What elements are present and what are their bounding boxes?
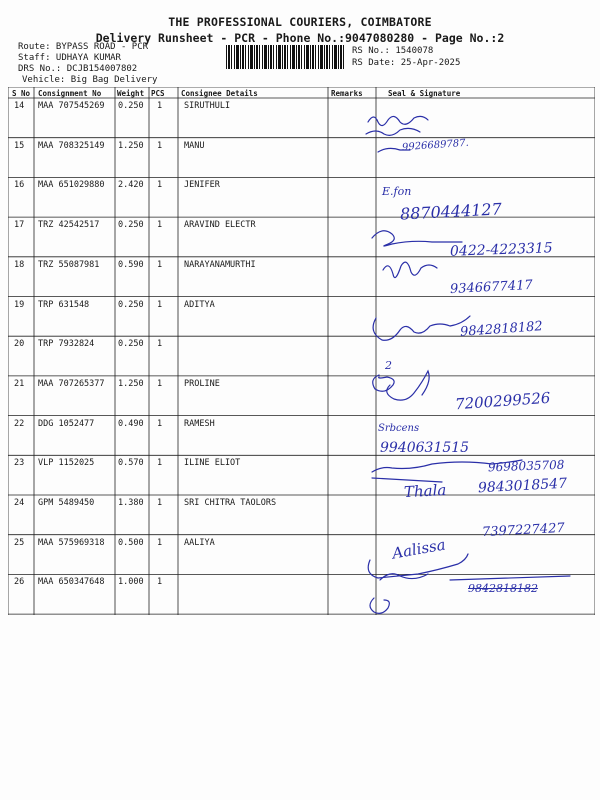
sno-cell: 15 [14, 140, 25, 151]
sno-cell: 20 [14, 339, 25, 350]
col-header-seal: Seal & Signature [388, 89, 461, 98]
handwritten-phone-25: 7397227427 [481, 520, 566, 541]
weight-cell: 1.000 [118, 577, 144, 588]
consignment-cell: MAA 707545269 [38, 101, 105, 111]
handwritten-note-16: E.fon [382, 185, 412, 198]
col-header-consignment: Consignment No [38, 89, 102, 98]
rs-date: RS Date: 25-Apr-2025 [352, 58, 461, 68]
consignment-cell: TRZ 55087981 [38, 259, 100, 270]
handwritten-phone-23: 9698035708 [487, 457, 565, 475]
weight-cell: 1.250 [118, 140, 144, 151]
sno-cell: 24 [14, 498, 25, 508]
sno-cell: 14 [14, 101, 25, 111]
handwritten-phone-17: 0422-4223315 [449, 240, 553, 260]
barcode [226, 45, 344, 69]
consignment-cell: DDG 1052477 [38, 418, 95, 429]
col-header-remarks: Remarks [331, 89, 363, 98]
consignee-cell: MANU [184, 140, 205, 151]
handwritten-phone-22: 9940631515 [380, 440, 470, 456]
consignment-cell: GPM 5489450 [38, 498, 95, 508]
consignee-cell: SIRUTHULI [184, 101, 231, 111]
consignment-cell: TRP 631548 [38, 299, 90, 310]
consignment-cell: TRP 7932824 [38, 339, 95, 350]
handwritten-note-22: Srbcens [378, 423, 420, 434]
handwritten-phone-19: 9842818182 [459, 319, 544, 340]
weight-cell: 0.590 [118, 259, 144, 270]
sno-cell: 25 [14, 537, 25, 548]
runsheet-subtitle: Delivery Runsheet - PCR - Phone No.:9047080280 - Page No.:2 [95, 31, 505, 45]
weight-cell: 0.250 [118, 101, 144, 111]
vehicle-label: Vehicle: Big Bag Delivery [22, 75, 158, 85]
route-label: Route: BYPASS ROAD - PCR [18, 42, 149, 52]
consignee-cell: JENIFER [184, 180, 220, 191]
consignment-cell: MAA 575969318 [38, 537, 105, 548]
consignee-cell: ADITYA [184, 299, 215, 310]
handwritten-phone-21: 7200299526 [454, 388, 551, 414]
handwritten-mark-19: 2 [385, 359, 392, 372]
col-header-consignee: Consignee Details [181, 89, 258, 98]
handwritten-phone-15: 9926689787. [401, 137, 470, 154]
pcs-cell: 1 [157, 259, 163, 270]
pcs-cell: 1 [157, 577, 163, 588]
weight-cell: 1.250 [118, 378, 144, 389]
sno-cell: 19 [14, 299, 25, 310]
weight-cell: 2.420 [118, 180, 144, 191]
col-header-pcs: PCS [151, 89, 165, 98]
weight-cell: 0.250 [118, 220, 144, 231]
consignee-cell: RAMESH [184, 418, 215, 429]
consignee-cell: SRI CHITRA TAOLORS [184, 498, 277, 508]
consignment-cell: VLP 1152025 [38, 458, 95, 469]
pcs-cell: 1 [157, 339, 163, 350]
pcs-cell: 1 [157, 418, 163, 429]
pcs-cell: 1 [157, 101, 163, 111]
sno-cell: 16 [14, 180, 25, 191]
weight-cell: 0.250 [118, 339, 144, 350]
handwritten-phone-16: 8870444127 [399, 199, 503, 224]
weight-cell: 0.500 [118, 537, 144, 548]
weight-cell: 0.570 [118, 458, 144, 469]
consignment-cell: MAA 651029880 [38, 180, 105, 191]
pcs-cell: 1 [157, 458, 163, 469]
pcs-cell: 1 [157, 378, 163, 389]
staff-label: Staff: UDHAYA KUMAR [18, 53, 121, 63]
handwritten-note-25: Aalissa [390, 535, 447, 563]
sno-cell: 18 [14, 259, 25, 270]
company-title: THE PROFESSIONAL COURIERS, COIMBATORE [168, 15, 432, 29]
col-header-weight: Weight [117, 89, 145, 98]
consignee-cell: NARAYANAMURTHI [184, 259, 256, 270]
pcs-cell: 1 [157, 498, 163, 508]
consignment-cell: TRZ 42542517 [38, 220, 100, 231]
sno-cell: 21 [14, 378, 25, 389]
handwritten-phone-26: 9842818182 [468, 582, 538, 595]
rs-number: RS No.: 1540078 [352, 46, 434, 56]
pcs-cell: 1 [157, 299, 163, 310]
weight-cell: 1.380 [118, 498, 144, 508]
consignment-cell: MAA 708325149 [38, 140, 105, 151]
weight-cell: 0.490 [118, 418, 144, 429]
consignee-cell: ARAVIND ELECTR [184, 220, 256, 231]
pcs-cell: 1 [157, 537, 163, 548]
consignee-cell: AALIYA [184, 537, 215, 548]
sno-cell: 23 [14, 458, 25, 469]
handwritten-phone-24: 9843018547 [477, 475, 568, 497]
sno-cell: 22 [14, 418, 25, 429]
handwritten-phone-18: 9346677417 [449, 277, 534, 298]
sno-cell: 17 [14, 220, 25, 231]
consignment-cell: MAA 650347648 [38, 577, 105, 588]
consignment-cell: MAA 707265377 [38, 378, 105, 389]
weight-cell: 0.250 [118, 299, 144, 310]
sno-cell: 26 [14, 577, 25, 588]
col-header-sno: S No [12, 89, 31, 98]
consignee-cell: PROLINE [184, 378, 220, 389]
consignee-cell: ILINE ELIOT [184, 458, 241, 469]
handwritten-note-24: Thala [403, 480, 447, 502]
pcs-cell: 1 [157, 220, 163, 231]
pcs-cell: 1 [157, 180, 163, 191]
drs-number: DRS No.: DCJB154007802 [18, 64, 138, 74]
pcs-cell: 1 [157, 140, 163, 151]
